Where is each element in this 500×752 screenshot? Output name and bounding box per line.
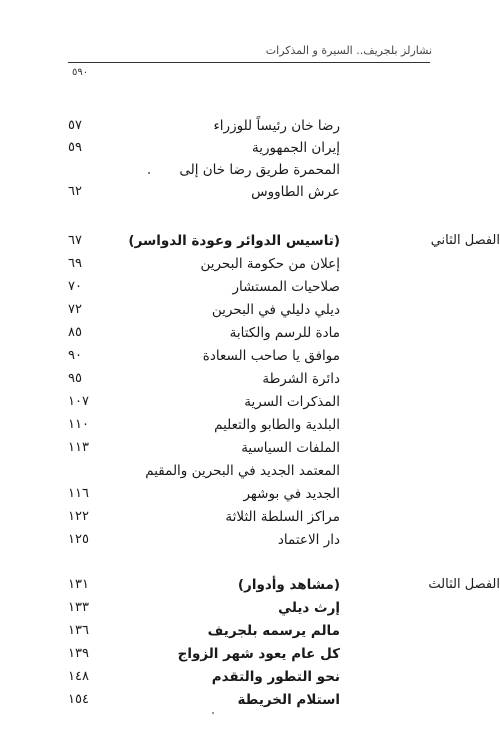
toc-entry-title: الجديد في بوشهر: [243, 486, 340, 502]
toc-entry: [60, 440, 430, 462]
toc-entry: [60, 140, 430, 162]
toc-entry-title: ديلي دليلي في البحرين: [211, 302, 340, 318]
toc-entry: [60, 394, 430, 416]
toc-entry-title: صلاحيات المستشار: [232, 279, 340, 295]
toc-entry: [60, 325, 430, 347]
toc-entry: [60, 669, 430, 691]
toc-entry: [60, 371, 430, 393]
toc-entry-page: ١٠٧: [68, 394, 89, 409]
toc-entry: [60, 256, 430, 278]
toc-entry-page: ١٤٨: [68, 669, 89, 684]
speck: [148, 172, 150, 174]
speck: [212, 712, 214, 714]
chapter-label: الفصل الثاني: [430, 233, 500, 248]
toc-entry-title: مالم يرسمه بلجريف: [207, 623, 340, 639]
toc-chapter-row: [60, 233, 500, 255]
toc-entry-page: ١١٠: [68, 417, 89, 432]
toc-entry-page: ١٣٦: [68, 623, 89, 638]
toc-entry-page: ١٢٢: [68, 509, 89, 524]
toc-entry-page: ١٣١: [68, 577, 89, 592]
toc-entry-title: نحو التطور والتقدم: [211, 669, 340, 685]
toc-entry: [60, 509, 430, 531]
toc-entry-title: إرث ديلي: [278, 600, 340, 616]
toc-entry-title: إعلان من حكومة البحرين: [200, 256, 340, 272]
running-header: نشارلز بلجريف.. السيرة و المذكرات: [265, 44, 432, 57]
toc-entry: [60, 623, 430, 645]
toc-entry: [60, 302, 430, 324]
toc-entry: [60, 184, 430, 206]
toc-entry-page: ٧٠: [68, 279, 82, 294]
toc-entry: [60, 486, 430, 508]
toc-entry-page: ٦٩: [68, 256, 82, 271]
toc-entry-title: دائرة الشرطة: [262, 371, 340, 387]
toc-entry-page: ١٣٩: [68, 646, 89, 661]
toc-entry-page: ٥٩: [68, 140, 82, 155]
toc-entry-title: (تاسيس الدوائر وعودة الدواسر): [128, 233, 340, 249]
toc-entry: [60, 162, 430, 184]
toc-entry-title: (مشاهد وأدوار): [237, 577, 340, 593]
toc-entry-page: ٦٧: [68, 233, 82, 248]
toc-entry-page: ٩٥: [68, 371, 82, 386]
toc-entry-title: البلدية والطابو والتعليم: [214, 417, 340, 433]
toc-entry-title: المعتمد الجديد في البحرين والمقيم: [145, 463, 340, 479]
toc-entry-title: الملفات السياسية: [241, 440, 340, 456]
toc-entry-page: ٩٠: [68, 348, 82, 363]
page-number: ٥٩٠: [72, 67, 89, 78]
toc-entry-title: عرش الطاووس: [251, 184, 340, 200]
toc-entry-title: موافق يا صاحب السعادة: [202, 348, 340, 364]
toc-entry-title: استلام الخريطة: [237, 692, 340, 708]
toc-entry: [60, 600, 430, 622]
toc-entry-page: ١١٦: [68, 486, 89, 501]
toc-entry: [60, 348, 430, 370]
toc-entry-title: إيران الجمهورية: [251, 140, 340, 156]
toc-entry-page: ٥٧: [68, 118, 82, 133]
toc-entry-title: المحمرة طريق رضا خان إلى: [179, 162, 340, 178]
toc-entry-page: ١٢٥: [68, 532, 89, 547]
toc-entry: [60, 463, 430, 485]
toc-entry-title: مراكز السلطة الثلاثة: [225, 509, 340, 525]
toc-entry: [60, 417, 430, 439]
toc-entry-title: كل عام يعود شهر الزواج: [177, 646, 340, 662]
toc-entry-page: ١١٣: [68, 440, 89, 455]
toc-entry-page: ١٥٤: [68, 692, 89, 707]
toc-entry: [60, 646, 430, 668]
toc-entry-page: ٨٥: [68, 325, 82, 340]
toc-entry: [60, 279, 430, 301]
toc-entry-title: رضا خان رئيساً للوزراء: [213, 118, 340, 134]
toc-entry: [60, 692, 430, 714]
toc-entry-page: ١٣٣: [68, 600, 89, 615]
toc-chapter-row: [60, 577, 500, 599]
toc-entry-page: ٧٢: [68, 302, 82, 317]
toc-entry-page: ٦٢: [68, 184, 82, 199]
chapter-label: الفصل الثالث: [428, 577, 500, 592]
toc-entry: [60, 532, 430, 554]
toc-entry-title: المذكرات السرية: [244, 394, 340, 410]
toc-entry-title: مادة للرسم والكتابة: [229, 325, 340, 341]
toc-entry-title: دار الاعتماد: [277, 532, 340, 548]
toc-entry: [60, 118, 430, 140]
